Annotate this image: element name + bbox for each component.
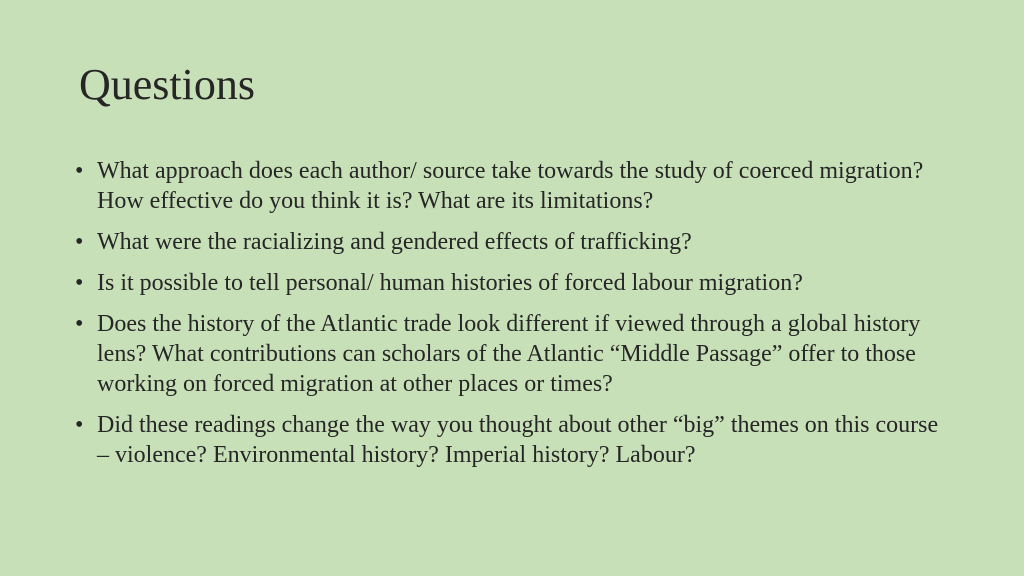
- bullet-text: Is it possible to tell personal/ human histories of forced labour migration?: [97, 270, 803, 296]
- bullet-item-1: [72, 156, 952, 216]
- bullet-text: Did these readings change the way you thought about other “big” themes on this course – violence? Environmental history? Imperial history? Labour?: [97, 412, 939, 468]
- bullet-list: [72, 156, 952, 481]
- slide-title: Questions: [79, 60, 255, 109]
- bullet-marker: •: [75, 412, 84, 438]
- bullet-item-4: [72, 309, 952, 399]
- bullet-text: Does the history of the Atlantic trade look different if viewed through a global history lens? What contributions can scholars of the Atlantic “Middle Passage” offer to those working on forced migration at other places or times?: [97, 311, 921, 397]
- bullet-item-3: [72, 268, 952, 298]
- bullet-text: What approach does each author/ source take towards the study of coerced migration? How effective do you think it is? What are its limitations?: [97, 158, 924, 214]
- bullet-marker: •: [75, 158, 84, 184]
- bullet-marker: •: [75, 270, 84, 296]
- bullet-marker: •: [75, 229, 84, 255]
- bullet-item-5: [72, 410, 952, 470]
- bullet-text: What were the racializing and gendered effects of trafficking?: [97, 229, 692, 255]
- bullet-item-2: [72, 227, 952, 257]
- bullet-marker: •: [75, 311, 84, 337]
